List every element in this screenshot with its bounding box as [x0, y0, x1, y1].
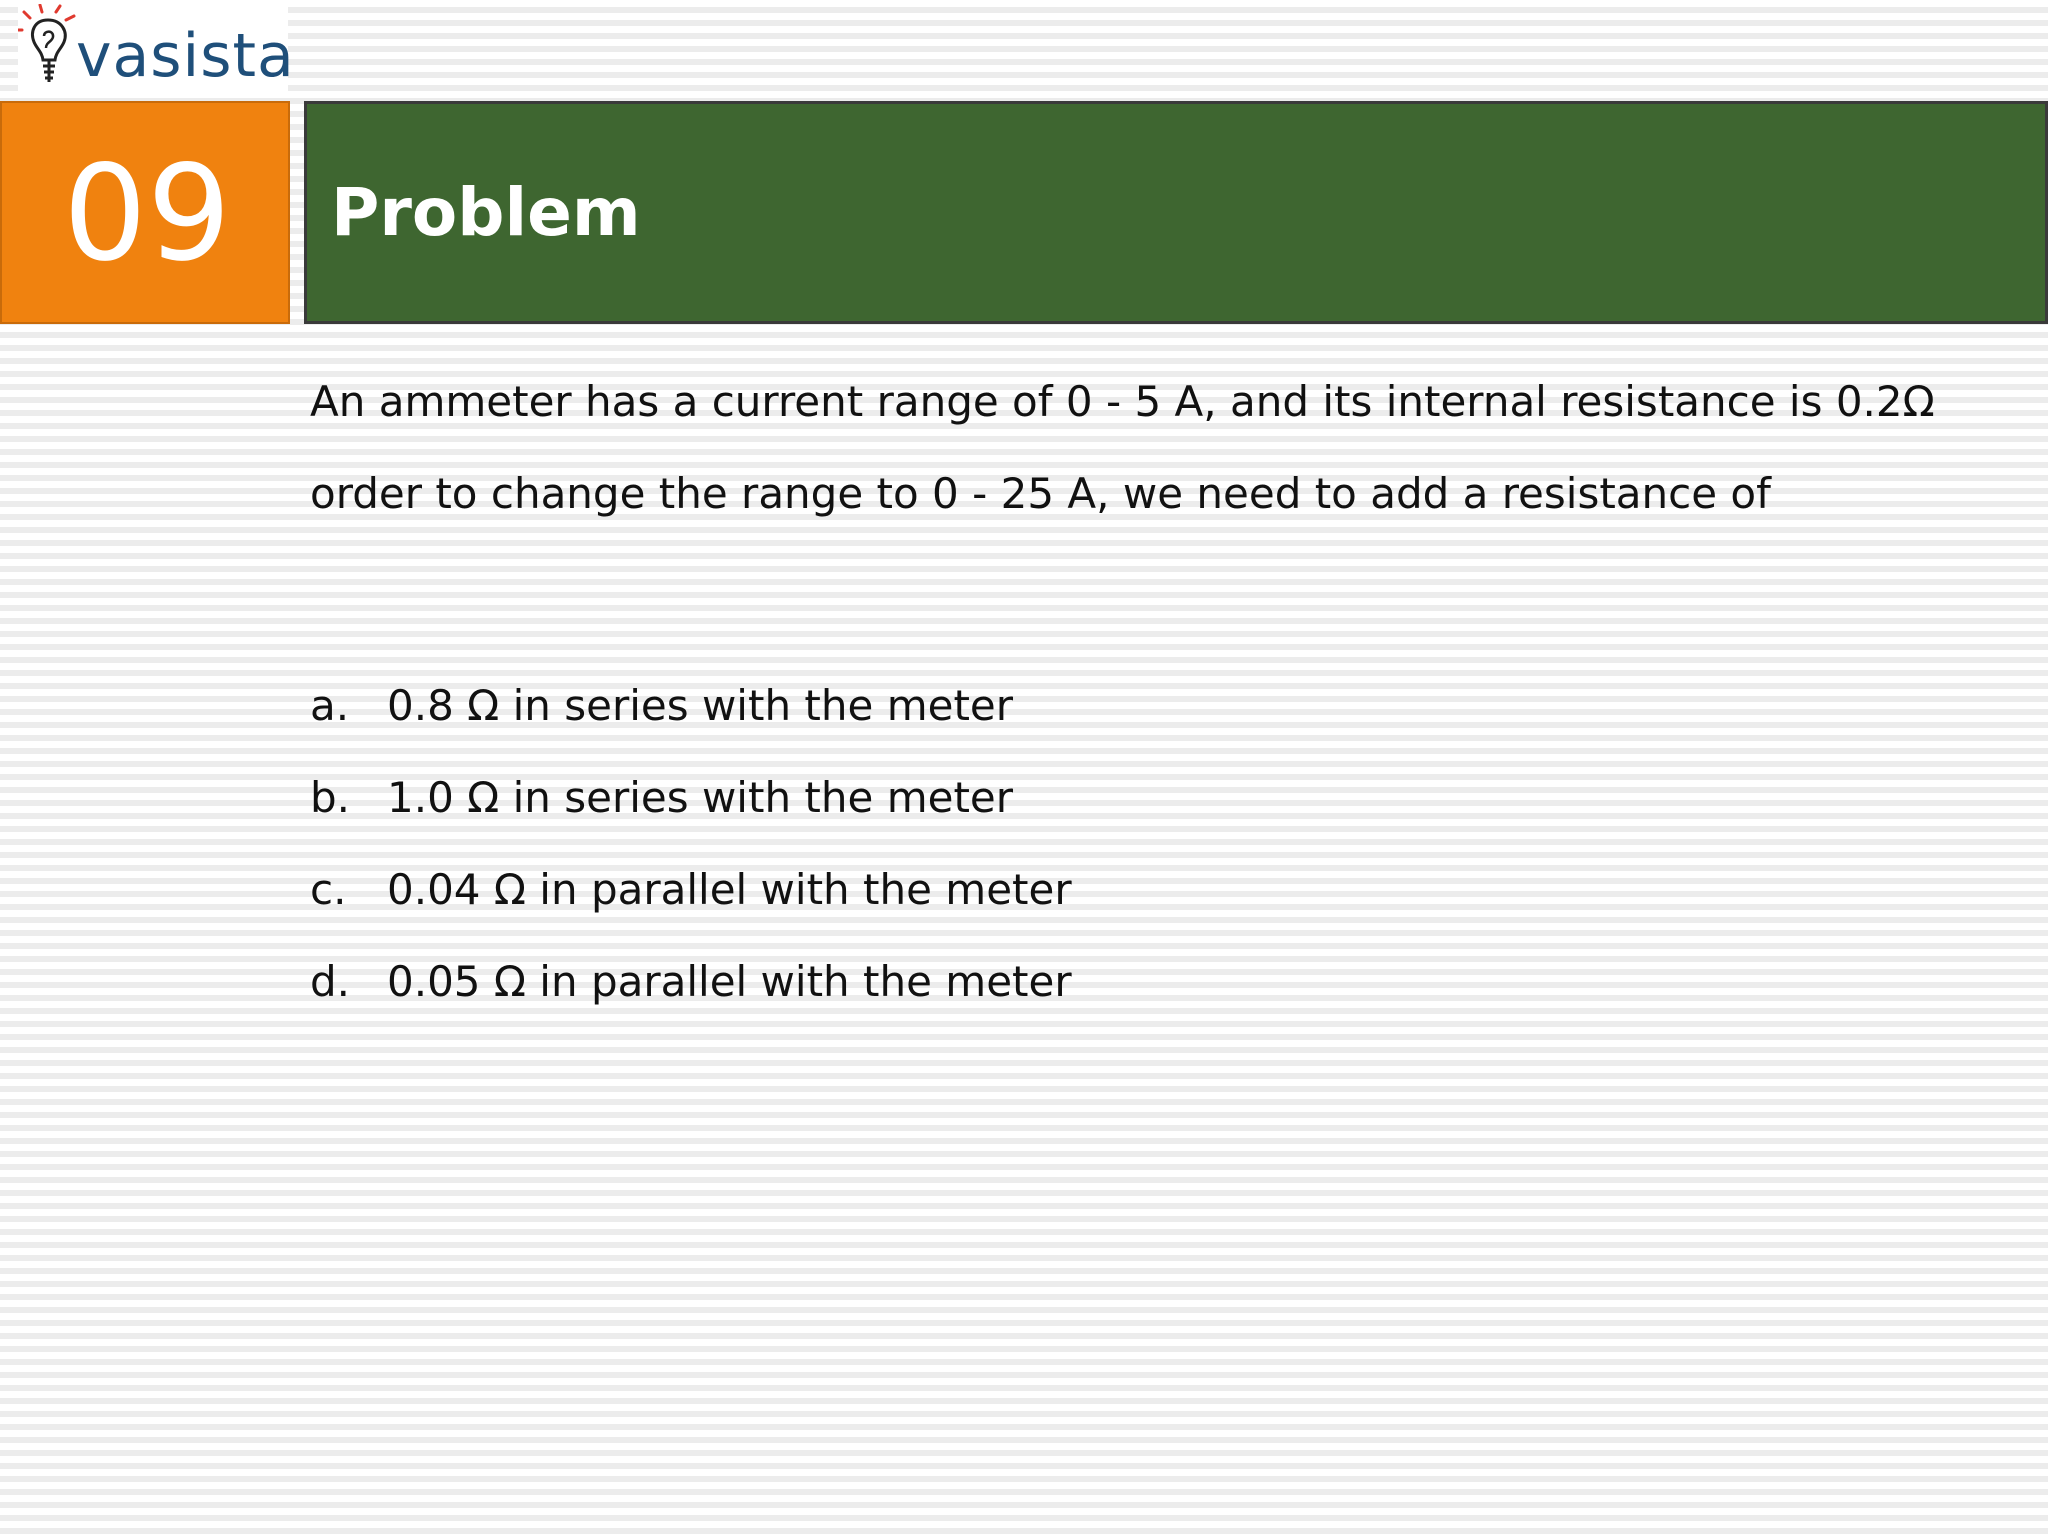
question-line-2: order to change the range to 0 - 25 A, we need to add a resistance of — [310, 469, 1771, 518]
option-b — [310, 752, 1710, 844]
option-label: b. — [310, 773, 351, 822]
slide-number-box — [0, 101, 290, 324]
slide-title: Problem — [331, 174, 641, 251]
option-text: 0.8 Ω in series with the meter — [387, 681, 1014, 730]
vasista-logo — [18, 4, 295, 96]
answer-options — [310, 660, 1710, 1028]
question-text — [310, 356, 2030, 540]
option-text: 0.04 Ω in parallel with the meter — [387, 865, 1072, 914]
option-d — [310, 936, 1710, 1028]
option-c — [310, 844, 1710, 936]
option-a — [310, 660, 1710, 752]
slide-number: 09 — [63, 137, 231, 291]
option-text: 0.05 Ω in parallel with the meter — [387, 957, 1072, 1006]
title-bar — [304, 101, 2048, 324]
option-label: c. — [310, 865, 347, 914]
option-label: d. — [310, 957, 351, 1006]
logo-text: vasista — [76, 21, 295, 91]
question-line-1: An ammeter has a current range of 0 - 5 A, and its internal resistance is 0.2Ω — [310, 377, 1935, 426]
option-label: a. — [310, 681, 350, 730]
option-text: 1.0 Ω in series with the meter — [387, 773, 1014, 822]
